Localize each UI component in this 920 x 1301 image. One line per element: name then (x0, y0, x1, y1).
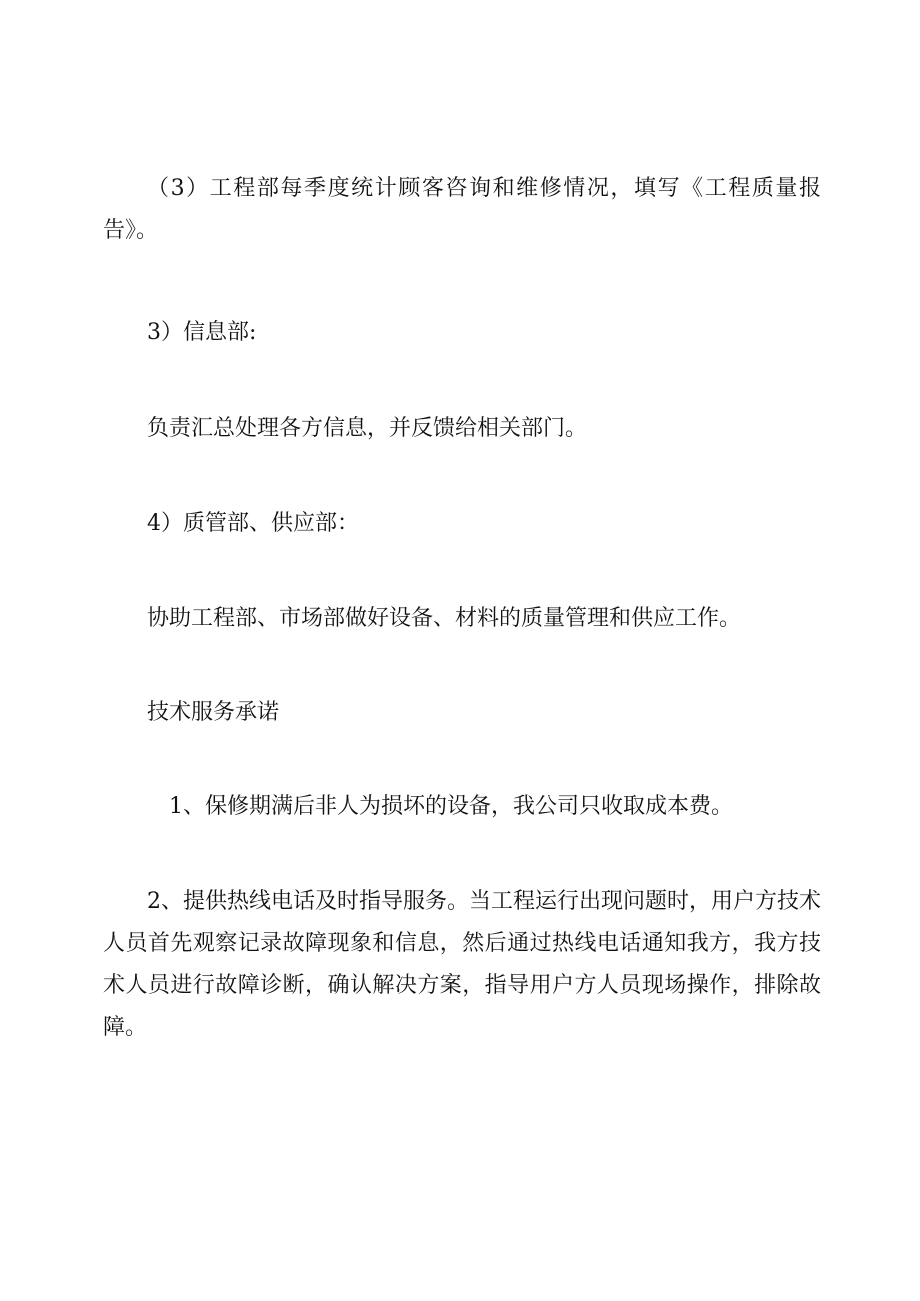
heading-technical-service-commitment: 技术服务承诺 (147, 700, 280, 725)
paragraph-quarterly-report: （3）工程部每季度统计顾客咨询和维修情况，填写《工程质量报告》。 (103, 176, 821, 243)
paragraph-info-department-duty: 负责汇总处理各方信息，并反馈给相关部门。 (147, 416, 588, 441)
paragraph-commitment-1: 1、保修期满后非人为损坏的设备，我公司只收取成本费。 (169, 794, 733, 819)
heading-quality-supply-department: 4）质管部、供应部： (147, 511, 359, 536)
paragraph-quality-supply-duty: 协助工程部、市场部做好设备、材料的质量管理和供应工作。 (147, 606, 742, 631)
heading-info-department: 3）信息部: (147, 320, 257, 345)
paragraph-commitment-2: 2、提供热线电话及时指导服务。当工程运行出现问题时，用户方技术人员首先观察记录故障现象和信息，然后通过热线电话通知我方，我方技术人员进行故障诊断，确认解决方案，指导用户方人员现场操作，排除故障。 (103, 889, 821, 1040)
